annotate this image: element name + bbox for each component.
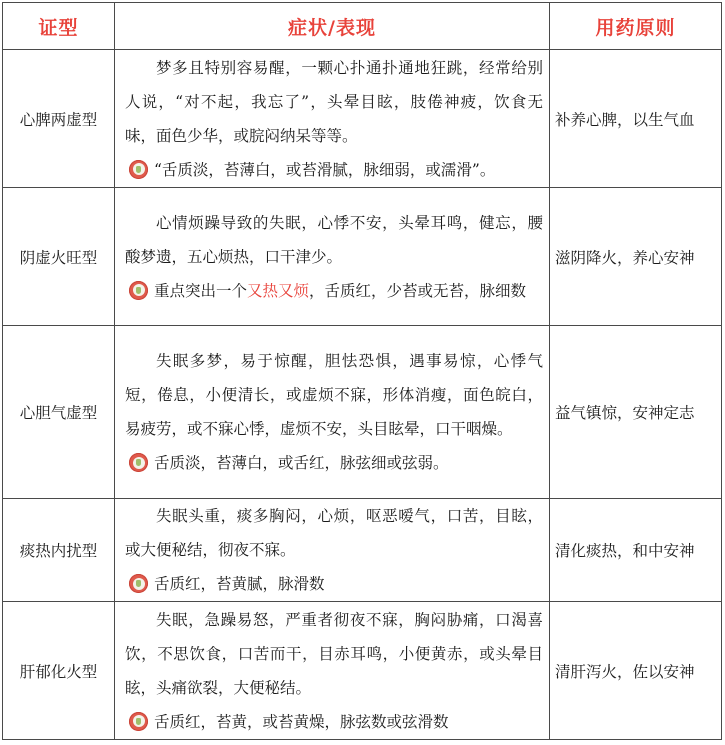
tongue-pulse-text: 舌质淡，苔薄白，或舌红，脉弦细或弦弱。	[154, 454, 449, 472]
treatment-principle: 滋阴降火，养心安神	[550, 188, 722, 326]
tongue-pulse-text: “舌质淡，苔薄白，或苔滑腻，脉细弱，或濡滑”。	[154, 160, 496, 179]
header-syndrome-type: 证型	[3, 3, 115, 50]
tongue-pulse-line	[125, 153, 543, 187]
tongue-icon	[129, 281, 148, 300]
treatment-principle: 补养心脾，以生气血	[550, 50, 722, 188]
symptoms-text: 失眠，急躁易怒，严重者彻夜不寐，胸闷胁痛，口渴喜饮，不思饮食，口苦而干，目赤耳鸣，小便黄赤，或头晕目眩，头痛欲裂，大便秘结。	[125, 610, 543, 697]
tongue-pulse-line	[125, 705, 543, 739]
syndrome-table	[2, 2, 722, 740]
symptoms-text: 心情烦躁导致的失眠，心悸不安，头晕耳鸣，健忘，腰酸梦遗，五心烦热，口干津少。	[125, 213, 543, 266]
table-row	[3, 326, 722, 499]
symptoms-cell	[115, 50, 550, 188]
table-header-row	[3, 3, 722, 50]
tongue-pulse-line	[125, 274, 543, 308]
highlight-text: 又热又烦	[247, 281, 310, 300]
tongue-icon	[129, 160, 148, 179]
symptoms-text: 梦多且特别容易醒，一颗心扑通扑通地狂跳，经常给别人说，“对不起，我忘了”，头晕目眩，肢倦神疲，饮食无味，面色少华，或脘闷纳呆等等。	[125, 58, 543, 145]
symptoms-cell	[115, 326, 550, 499]
tongue-pulse-text: 舌质红，苔黄腻，脉滑数	[154, 575, 325, 593]
header-treatment-principle: 用药原则	[550, 3, 722, 50]
tongue-pulse-prefix: 重点突出一个	[154, 281, 248, 300]
symptoms-cell	[115, 188, 550, 326]
syndrome-type: 阴虚火旺型	[3, 188, 115, 326]
table-row	[3, 188, 722, 326]
tongue-icon	[129, 712, 148, 731]
header-symptoms: 症状/表现	[115, 3, 550, 50]
syndrome-type: 心脾两虚型	[3, 50, 115, 188]
symptoms-text: 失眠头重，痰多胸闷，心烦，呕恶嗳气，口苦，目眩，或大便秘结，彻夜不寐。	[125, 507, 543, 559]
syndrome-type: 痰热内扰型	[3, 499, 115, 602]
table-row	[3, 50, 722, 188]
table-row	[3, 499, 722, 602]
treatment-principle: 益气镇惊，安神定志	[550, 326, 722, 499]
syndrome-type: 心胆气虚型	[3, 326, 115, 499]
syndrome-type: 肝郁化火型	[3, 602, 115, 740]
symptoms-cell	[115, 602, 550, 740]
table-row	[3, 602, 722, 740]
treatment-principle: 清肝泻火，佐以安神	[550, 602, 722, 740]
tongue-pulse-suffix: ，舌质红，少苔或无苔，脉细数	[309, 281, 527, 300]
symptoms-cell	[115, 499, 550, 602]
tongue-pulse-text: 舌质红，苔黄，或苔黄燥，脉弦数或弦滑数	[154, 712, 449, 731]
tongue-pulse-text	[154, 274, 526, 308]
tongue-icon	[129, 453, 148, 472]
treatment-principle: 清化痰热，和中安神	[550, 499, 722, 602]
tongue-pulse-line	[125, 446, 543, 480]
tongue-pulse-line	[125, 567, 543, 601]
tongue-icon	[129, 574, 148, 593]
symptoms-text: 失眠多梦，易于惊醒，胆怯恐惧，遇事易惊，心悸气短，倦息，小便清长，或虚烦不寐，形体消瘦，面色皖白，易疲劳，或不寐心悸，虚烦不安，头目眩晕，口干咽燥。	[125, 352, 543, 438]
